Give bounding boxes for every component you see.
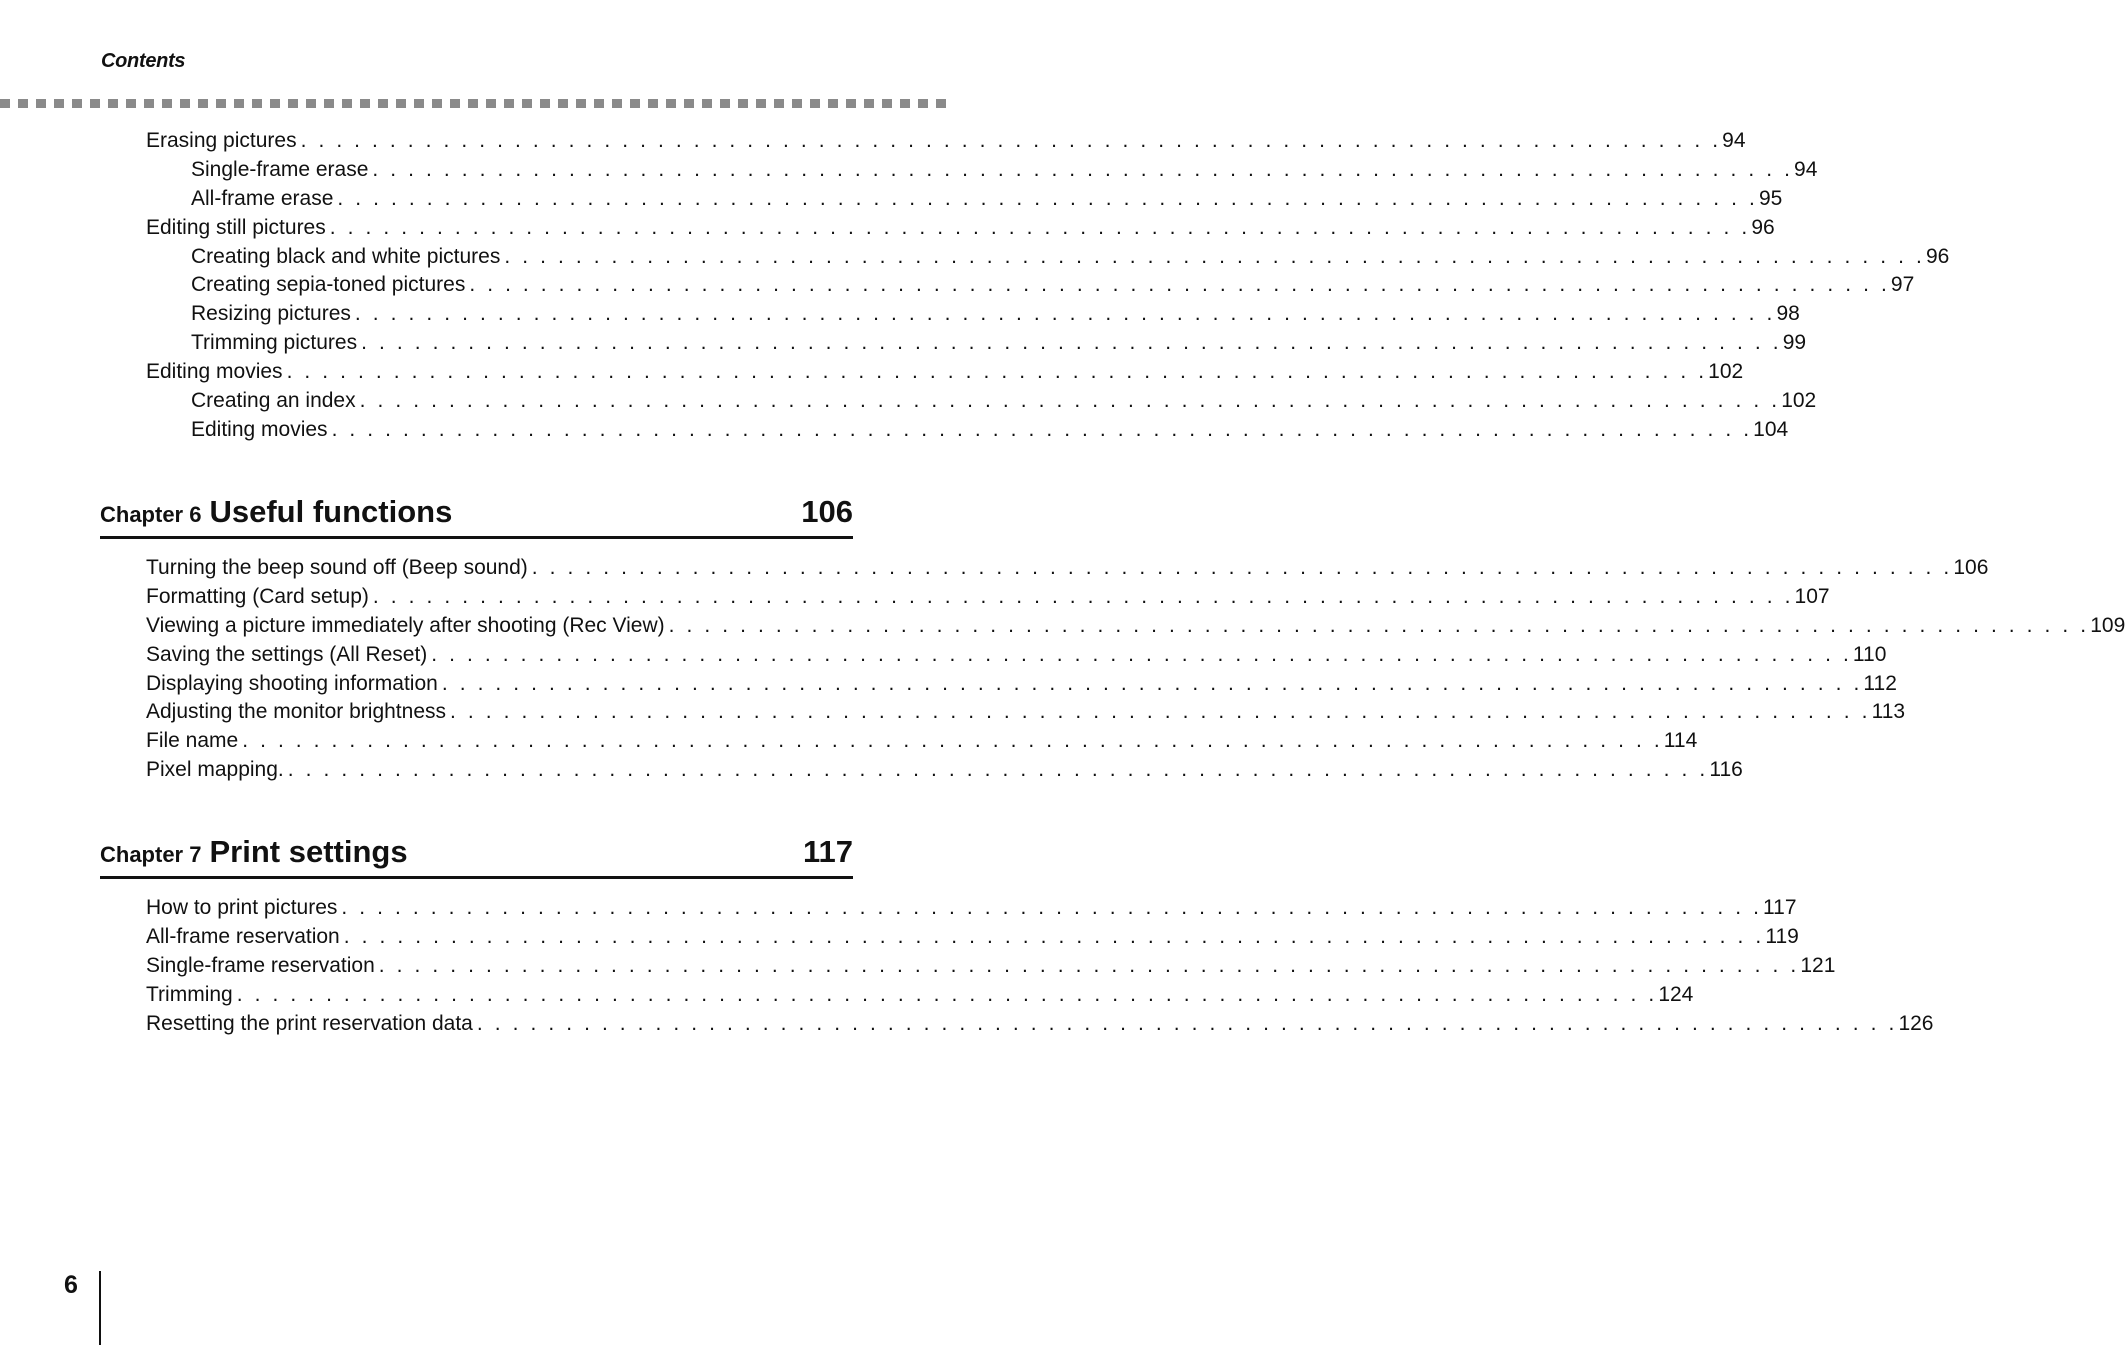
toc-entry-label: Single-frame erase xyxy=(191,157,369,181)
chapter-6-label: Chapter 6 xyxy=(100,502,202,527)
toc-entry[interactable] xyxy=(146,157,1818,187)
dot-leader: . . . . . . . . . . . . . . . . . . . . . . . . . . . . . . . . . . . . . . . . . . . . . . . . . . . . . . . . . . . . . . . . . . . . . . . . . . . . . . . . xyxy=(361,331,1782,355)
toc-entry-label: All-frame reservation xyxy=(146,924,340,948)
toc-entry-page: 94 xyxy=(1794,157,1818,181)
toc-entry-label: File name xyxy=(146,729,239,753)
toc-entry[interactable] xyxy=(146,758,1743,787)
toc-entry-label: Creating black and white pictures xyxy=(191,244,501,268)
toc-entry-label: Resizing pictures xyxy=(191,302,351,326)
toc-entry[interactable] xyxy=(146,896,1797,925)
toc-entry[interactable] xyxy=(146,273,1915,302)
toc-entry[interactable] xyxy=(146,302,1800,331)
page-number: 6 xyxy=(64,1271,78,1299)
toc-entry-label: How to print pictures xyxy=(146,896,338,919)
toc-entry[interactable] xyxy=(146,642,1887,672)
toc-entry-page: 102 xyxy=(1708,360,1744,384)
toc-entry[interactable] xyxy=(146,729,1698,758)
toc-entry-page: 99 xyxy=(1782,331,1807,355)
toc-entry-label: Editing still pictures xyxy=(146,215,326,239)
toc-entry-label: Erasing pictures xyxy=(146,129,297,152)
toc-entry-page: 94 xyxy=(1722,129,1746,152)
dot-leader: . . . . . . . . . . . . . . . . . . . . . . . . . . . . . . . . . . . . . . . . . . . . . . . . . . . . . . . . . . . . . . . . . . . . . . . . . . . . . . . . xyxy=(504,244,1925,268)
toc-entry[interactable] xyxy=(146,1011,1934,1041)
toc-entry-label: Formatting (Card setup) xyxy=(146,584,369,608)
running-head: Contents xyxy=(101,50,186,72)
dot-leader: . . . . . . . . . . . . . . . . . . . . . . . . . . . . . . . . . . . . . . . . . . . . . . . . . . . . . . . . . . . . . . . . . . . . . . . . . . . . . . . . xyxy=(286,360,1708,384)
toc-entry-page: 121 xyxy=(1800,953,1836,977)
dot-leader: . . . . . . . . . . . . . . . . . . . . . . . . . . . . . . . . . . . . . . . . . . . . . . . . . . . . . . . . . . . . . . . . . . . . . . . . . . . . . . . . xyxy=(343,924,1765,948)
toc-entry[interactable] xyxy=(146,389,1817,418)
dashed-divider xyxy=(0,99,954,108)
dot-leader: . . . . . . . . . . . . . . . . . . . . . . . . . . . . . . . . . . . . . . . . . . . . . . . . . . . . . . . . . . . . . . . . . . . . . . . . . . . . . . . . xyxy=(341,896,1763,919)
toc-entry-label: Editing movies xyxy=(146,360,283,384)
dot-leader: . . . . . . . . . . . . . . . . . . . . . . . . . . . . . . . . . . . . . . . . . . . . . . . . . . . . . . . . . . . . . . . . . . . . . . . . . . . . . . . . xyxy=(372,157,1794,181)
dot-leader: . . . . . . . . . . . . . . . . . . . . . . . . . . . . . . . . . . . . . . . . . . . . . . . . . . . . . . . . . . . . . . . . . . . . . . . . . . . . . . . . xyxy=(354,302,1776,326)
toc-entry-page: 96 xyxy=(1751,215,1775,239)
toc-entry[interactable] xyxy=(146,129,1746,158)
dot-leader: . . . . . . . . . . . . . . . . . . . . . . . . . . . . . . . . . . . . . . . . . . . . . . . . . . . . . . . . . . . . . . . . . . . . . . . . . . . . . . . . xyxy=(668,613,2090,637)
toc-entry-page: 110 xyxy=(1852,642,1887,666)
chapter-7-title: Print settings xyxy=(209,834,408,869)
toc-entry-label: All-frame erase xyxy=(191,186,334,210)
dot-leader: . . . . . . . . . . . . . . . . . . . . . . . . . . . . . . . . . . . . . . . . . . . . . . . . . . . . . . . . . . . . . . . . . . . . . . . . . . . . . . . . xyxy=(331,417,1753,441)
dot-leader: . . . . . . . . . . . . . . . . . . . . . . . . . . . . . . . . . . . . . . . . . . . . . . . . . . . . . . . . . . . . . . . . . . . . . . . . . . . . . . . . xyxy=(531,556,1953,579)
toc-entry-label: Single-frame reservation xyxy=(146,953,375,977)
toc-entry-label: Displaying shooting information xyxy=(146,671,438,695)
toc-entry-page: 113 xyxy=(1871,700,1906,724)
dot-leader: . . . . . . . . . . . . . . . . . . . . . . . . . . . . . . . . . . . . . . . . . . . . . . . . . . . . . . . . . . . . . . . . . . . . . . . . . . . . . . . . xyxy=(372,584,1794,608)
toc-entry-label: Creating an index xyxy=(191,389,356,413)
toc-entry-label: Saving the settings (All Reset) xyxy=(146,642,428,666)
toc-entry-page: 114 xyxy=(1663,729,1698,753)
toc-entry-label: Trimming pictures xyxy=(191,331,358,355)
dot-leader: . . . . . . . . . . . . . . . . . . . . . . . . . . . . . . . . . . . . . . . . . . . . . . . . . . . . . . . . . . . . . . . . . . . . . . . . . . . . . . . . xyxy=(359,389,1781,413)
toc-entry[interactable] xyxy=(146,244,1950,274)
chapter-6-page: 106 xyxy=(801,494,853,529)
toc-entry-page: 112 xyxy=(1863,671,1897,695)
toc-entry-page: 107 xyxy=(1794,584,1830,608)
toc-entry-page: 96 xyxy=(1925,244,1950,268)
toc-entry[interactable] xyxy=(146,331,1807,360)
chapter-7-page: 117 xyxy=(802,834,853,869)
dot-leader: . . . . . . . . . . . . . . . . . . . . . . . . . . . . . . . . . . . . . . . . . . . . . . . . . . . . . . . . . . . . . . . . . . . . . . . . . . . . . . . . xyxy=(337,186,1758,210)
toc-entry[interactable] xyxy=(146,700,1906,729)
toc-entry-page: 126 xyxy=(1898,1011,1934,1035)
dot-leader: . . . . . . . . . . . . . . . . . . . . . . . . . . . . . . . . . . . . . . . . . . . . . . . . . . . . . . . . . . . . . . . . . . . . . . . . . . . . . . . . xyxy=(236,982,1658,1006)
dot-leader: . . . . . . . . . . . . . . . . . . . . . . . . . . . . . . . . . . . . . . . . . . . . . . . . . . . . . . . . . . . . . . . . . . . . . . . . . . . . . . . . xyxy=(287,758,1709,782)
toc-entry-label: Resetting the print reservation data xyxy=(146,1011,473,1035)
toc-entry-label: Viewing a picture immediately after shooting (Rec View) xyxy=(146,613,665,637)
toc-entry[interactable] xyxy=(146,953,1836,983)
page-side-rule xyxy=(99,1271,101,1345)
chapter-7-label: Chapter 7 xyxy=(100,842,202,867)
dot-leader: . . . . . . . . . . . . . . . . . . . . . . . . . . . . . . . . . . . . . . . . . . . . . . . . . . . . . . . . . . . . . . . . . . . . . . . . . . . . . . . . xyxy=(378,953,1800,977)
dot-leader: . . . . . . . . . . . . . . . . . . . . . . . . . . . . . . . . . . . . . . . . . . . . . . . . . . . . . . . . . . . . . . . . . . . . . . . . . . . . . . . . xyxy=(329,215,1751,239)
dot-leader: . . . . . . . . . . . . . . . . . . . . . . . . . . . . . . . . . . . . . . . . . . . . . . . . . . . . . . . . . . . . . . . . . . . . . . . . . . . . . . . . xyxy=(431,642,1852,666)
toc-entry[interactable] xyxy=(146,584,1830,614)
dot-leader: . . . . . . . . . . . . . . . . . . . . . . . . . . . . . . . . . . . . . . . . . . . . . . . . . . . . . . . . . . . . . . . . . . . . . . . . . . . . . . . . xyxy=(469,273,1890,297)
toc-entry[interactable] xyxy=(146,360,1744,389)
toc-entry-page: 95 xyxy=(1758,186,1783,210)
toc-entry-page: 124 xyxy=(1658,982,1694,1006)
dot-leader: . . . . . . . . . . . . . . . . . . . . . . . . . . . . . . . . . . . . . . . . . . . . . . . . . . . . . . . . . . . . . . . . . . . . . . . . . . . . . . . . xyxy=(476,1011,1898,1035)
dot-leader: . . . . . . . . . . . . . . . . . . . . . . . . . . . . . . . . . . . . . . . . . . . . . . . . . . . . . . . . . . . . . . . . . . . . . . . . . . . . . . . . xyxy=(441,671,1863,695)
toc-entry[interactable] xyxy=(146,613,2125,643)
toc-entry-label: Turning the beep sound off (Beep sound) xyxy=(146,556,528,579)
toc-entry[interactable] xyxy=(146,982,1694,1012)
toc-entry[interactable] xyxy=(146,215,1775,245)
toc-entry-page: 117 xyxy=(1763,896,1797,919)
toc-entry-page: 102 xyxy=(1781,389,1817,413)
toc-entry-label: Creating sepia-toned pictures xyxy=(191,273,466,297)
toc-entry-label: Trimming xyxy=(146,982,233,1006)
chapter-7-heading xyxy=(100,834,853,879)
dot-leader: . . . . . . . . . . . . . . . . . . . . . . . . . . . . . . . . . . . . . . . . . . . . . . . . . . . . . . . . . . . . . . . . . . . . . . . . . . . . . . . . xyxy=(242,729,1663,753)
toc-entry-label: Editing movies xyxy=(191,417,328,441)
toc-entry-page: 104 xyxy=(1753,417,1789,441)
toc-entry[interactable] xyxy=(146,924,1799,954)
toc-entry-page: 119 xyxy=(1765,924,1799,948)
chapter-6-heading xyxy=(100,494,853,539)
toc-section-chapter-7 xyxy=(146,896,1934,1040)
dot-leader: . . . . . . . . . . . . . . . . . . . . . . . . . . . . . . . . . . . . . . . . . . . . . . . . . . . . . . . . . . . . . . . . . . . . . . . . . . . . . . . . xyxy=(300,129,1722,152)
dot-leader: . . . . . . . . . . . . . . . . . . . . . . . . . . . . . . . . . . . . . . . . . . . . . . . . . . . . . . . . . . . . . . . . . . . . . . . . . . . . . . . . xyxy=(450,700,1871,724)
toc-entry-page: 98 xyxy=(1776,302,1800,326)
toc-section-chapter-6 xyxy=(146,556,2125,787)
toc-entry[interactable] xyxy=(146,556,1989,585)
toc-entry-label: Adjusting the monitor brightness xyxy=(146,700,446,724)
chapter-6-title: Useful functions xyxy=(209,494,453,529)
toc-entry-page: 116 xyxy=(1709,758,1743,782)
toc-entry-page: 106 xyxy=(1953,556,1989,579)
toc-entry-page: 97 xyxy=(1890,273,1915,297)
toc-entry[interactable] xyxy=(146,186,1783,216)
toc-section-continued xyxy=(146,129,1950,447)
toc-entry[interactable] xyxy=(146,671,1897,701)
toc-entry-label: Pixel mapping. xyxy=(146,758,284,782)
toc-entry-page: 109 xyxy=(2090,613,2125,637)
toc-entry[interactable] xyxy=(146,417,1789,447)
